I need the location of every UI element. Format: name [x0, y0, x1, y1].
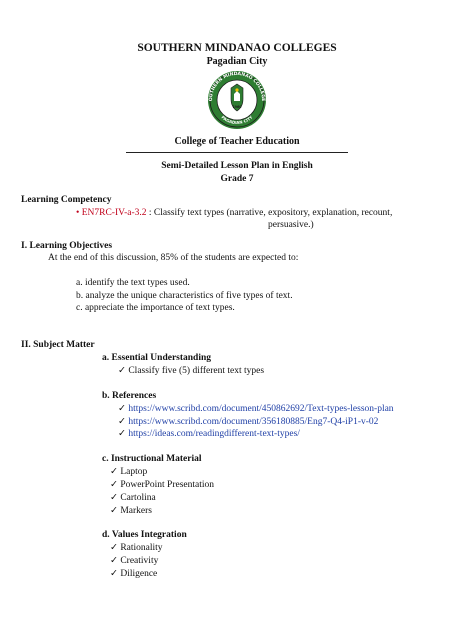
- references-heading: b. References: [102, 391, 157, 401]
- reference-item: [118, 428, 300, 439]
- list-item-text: Rationality: [120, 543, 163, 553]
- list-item-text: Creativity: [120, 556, 159, 566]
- plan-grade: Grade 7: [220, 174, 254, 184]
- check-icon: ✓: [110, 480, 118, 490]
- school-name: SOUTHERN MINDANAO COLLEGES: [137, 42, 337, 54]
- instructional-material-heading: c. Instructional Material: [102, 454, 202, 464]
- check-icon: ✓: [110, 467, 118, 477]
- competency-text: Classify text types (narrative, expository, explanation, recount,: [153, 208, 393, 218]
- objectives-heading: I. Learning Objectives: [21, 241, 113, 251]
- list-item: [110, 568, 157, 579]
- check-icon: ✓: [118, 366, 126, 376]
- check-icon: ✓: [110, 556, 118, 566]
- college-name: College of Teacher Education: [174, 136, 300, 147]
- reference-item: [118, 416, 378, 427]
- check-icon: ✓: [118, 429, 126, 439]
- list-item: [110, 492, 156, 503]
- reference-link[interactable]: https://ideas.com/readingdifferent-text-types/: [128, 429, 300, 439]
- header-divider: [126, 152, 348, 153]
- competency-bullet: •: [76, 208, 80, 218]
- check-icon: ✓: [110, 543, 118, 553]
- plan-title: Semi-Detailed Lesson Plan in English: [161, 161, 313, 171]
- list-item-text: Diligence: [120, 569, 158, 579]
- subject-matter-heading: II. Subject Matter: [21, 340, 95, 350]
- reference-link[interactable]: https://www.scribd.com/document/450862692/Text-types-lesson-plan: [128, 404, 394, 414]
- college-seal-logo: [198, 70, 276, 130]
- reference-link[interactable]: https://www.scribd.com/document/356180885/Eng7-Q4-iP1-v-02: [128, 417, 379, 427]
- list-item: [110, 466, 147, 477]
- check-icon: ✓: [110, 569, 118, 579]
- list-item: [110, 505, 152, 516]
- list-item-text: Cartolina: [120, 493, 156, 503]
- list-item: [110, 542, 163, 553]
- check-icon: ✓: [110, 506, 118, 516]
- competency-heading: Learning Competency: [21, 195, 112, 205]
- check-icon: ✓: [110, 493, 118, 503]
- check-icon: ✓: [118, 404, 126, 414]
- list-item-text: Classify five (5) different text types: [128, 366, 265, 376]
- competency-text-continued: persuasive.): [268, 220, 314, 230]
- list-item-text: Laptop: [120, 467, 148, 477]
- svg-text:1960: 1960: [232, 105, 242, 109]
- school-city: Pagadian City: [206, 56, 268, 67]
- list-item-text: PowerPoint Presentation: [120, 480, 215, 490]
- svg-text:SOUTHERN MINDANAO COLLEGES: OUTHERN MINDANAO COLLEGE: [208, 71, 266, 102]
- values-integration-heading: d. Values Integration: [102, 530, 187, 540]
- objective-item: b. analyze the unique characteristics of five types of text.: [76, 291, 293, 301]
- list-item-text: Markers: [120, 506, 152, 516]
- competency-line: [76, 208, 392, 218]
- list-item: [110, 479, 214, 490]
- list-item: [118, 365, 264, 376]
- essential-understanding-heading: a. Essential Understanding: [102, 353, 212, 363]
- objective-item: a. identify the text types used.: [76, 278, 190, 288]
- reference-item: [118, 403, 394, 414]
- check-icon: ✓: [118, 417, 126, 427]
- objective-item: c. appreciate the importance of text types.: [76, 303, 235, 313]
- svg-text:PAGADIAN CITY: PAGADIAN CITY: [220, 114, 254, 126]
- list-item: [110, 555, 158, 566]
- objectives-intro: At the end of this discussion, 85% of the students are expected to:: [48, 253, 299, 263]
- competency-separator: :: [146, 208, 154, 218]
- competency-code: EN7RC-IV-a-3.2: [81, 208, 147, 218]
